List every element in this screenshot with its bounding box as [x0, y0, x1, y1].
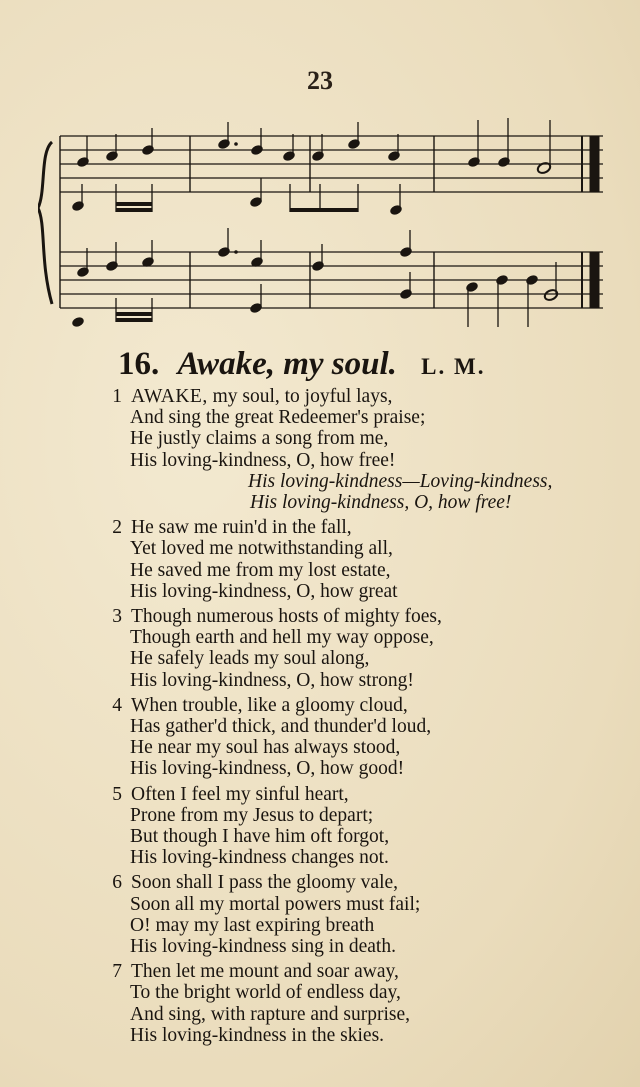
verse-line: His loving-kindness, O, how great — [130, 580, 398, 602]
verse-line: Though earth and hell my way oppose, — [130, 627, 434, 649]
verse-line: Has gather'd thick, and thunder'd loud, — [130, 716, 432, 738]
verse-number: 7 — [112, 961, 122, 983]
noteheads — [71, 138, 540, 329]
verse-number: 6 — [112, 872, 122, 894]
chorus-line: His loving-kindness—Loving-kindness, — [248, 470, 553, 492]
hymn-title — [118, 346, 485, 383]
barlines — [60, 136, 434, 308]
verse-number: 1 — [112, 386, 122, 407]
hymn-name: Awake, my soul. — [177, 346, 397, 382]
verse-number: 3 — [112, 606, 122, 628]
verse — [100, 517, 620, 602]
verse-line: O! may my last expiring breath — [130, 914, 375, 936]
verse-line: He saw me ruin'd in the fall, — [131, 517, 352, 539]
verse-line: He saved me from my lost estate, — [130, 559, 391, 581]
hymn-text — [100, 386, 620, 1050]
verse-line: And sing the great Redeemer's praise; — [130, 407, 426, 429]
verse-number: 4 — [112, 694, 122, 716]
verse-line-text: my soul, to joyful lays, — [207, 386, 393, 407]
chorus-line: His loving-kindness, O, how free! — [250, 492, 512, 514]
verse-line: His loving-kindness sing in death. — [130, 936, 396, 958]
verse-line: Soon all my mortal powers must fail; — [130, 893, 421, 915]
verse-line: To the bright world of endless day, — [130, 982, 401, 1004]
brace — [38, 142, 52, 304]
verse — [100, 961, 620, 1046]
verse — [100, 606, 620, 691]
hymn-meter: L. M. — [421, 354, 486, 379]
verse-line: And sing, with rapture and surprise, — [130, 1003, 410, 1025]
music-score — [38, 112, 608, 334]
verse-line: He near my soul has always stood, — [130, 737, 401, 759]
page-number: 23 — [307, 66, 333, 95]
hymn-number: 16. — [118, 346, 160, 382]
verse-line — [100, 386, 620, 407]
verse-line: His loving-kindness in the skies. — [130, 1024, 385, 1046]
verse-line: Often I feel my sinful heart, — [131, 783, 349, 805]
staff-treble — [60, 136, 603, 192]
verse-number: 5 — [112, 783, 122, 805]
verse-line: When trouble, like a gloomy cloud, — [131, 694, 408, 716]
final-barline — [582, 136, 599, 308]
verse-line: Prone from my Jesus to depart; — [130, 804, 374, 826]
verse-line: His loving-kindness, O, how good! — [130, 758, 405, 780]
verse-line: Then let me mount and soar away, — [131, 961, 399, 983]
verse-line: His loving-kindness, O, how free! — [130, 449, 396, 471]
verse-number: 2 — [112, 517, 122, 539]
verse-line: Yet loved me notwithstanding all, — [130, 538, 393, 560]
verse-line: He justly claims a song from me, — [130, 428, 389, 450]
verse — [100, 695, 620, 780]
verse-first-word: AWAKE, — [131, 386, 208, 407]
verse-line: Though numerous hosts of mighty foes, — [131, 606, 442, 628]
verse — [100, 872, 620, 957]
staff-bass — [60, 252, 603, 308]
verse-line: His loving-kindness, O, how strong! — [130, 669, 414, 691]
verse — [100, 784, 620, 869]
verse-line: His loving-kindness changes not. — [130, 847, 389, 869]
verse-line: Soon shall I pass the gloomy vale, — [131, 872, 399, 894]
verse — [100, 386, 620, 513]
verse-line: But though I have him oft forgot, — [130, 826, 390, 848]
verse-line: He safely leads my soul along, — [130, 648, 370, 670]
